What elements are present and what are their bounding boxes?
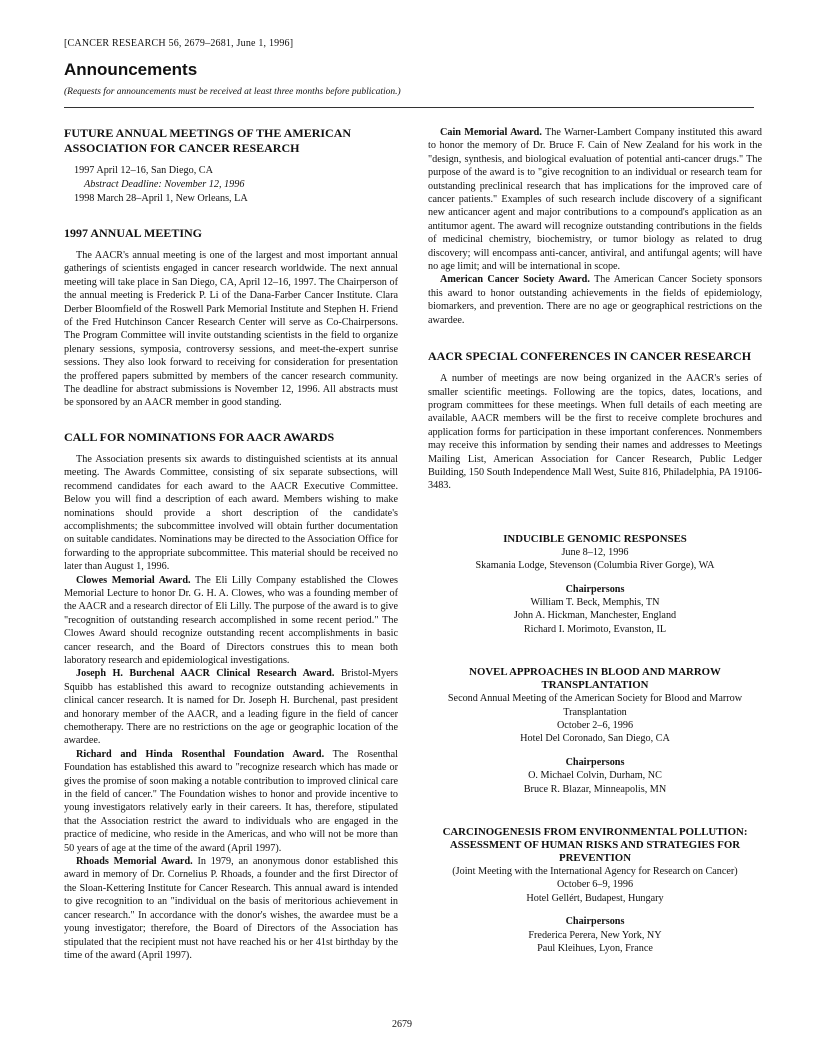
conference-line: June 8–12, 1996: [561, 546, 629, 558]
acs-text: The American Cancer Society sponsors this award to honor outstanding achievements in the fields of epidemiology, biomarkers, and prevention. There are no age or geographical restrictions on the awardee.: [428, 274, 762, 326]
cain-text: The Warner-Lambert Company instituted this award to honor the memory of Dr. Bruce F. Cain of New Zealand for his work in the "design, synthesis, and biological evaluation of potential anti-cancer drugs." The purpose of the award is to "give recognition to an individual or research team for outstanding preclinical research that has implications for the improved care of cancer patients." Examples of such research include discovery of a significant new anticancer agent and major contributions to a compound's application as an antitumor agent. The award will recognize outstanding contributions in the fields of medicinal chemistry, biochemistry, or tumor biology as related to drug discovery; will encompass anti-cancer, antiviral, and antifungal agents; will have no age limit; and will be international in scope.: [428, 127, 763, 273]
conference-line: Second Annual Meeting of the American Society for Blood and Marrow Transplantation: [447, 693, 743, 718]
conference-3: [428, 826, 762, 955]
nominations-text: The Association presents six awards to distinguished scientists at its annual meeting. The Awards Committee, consisting of six separate subsections, will recommend candidates for each award to the AACR Executive Committee. Below you will find a description of each award. Members wishing to make nominations should provide a short description of the candidate's accomplishments; the subcommittee involved will obtain further documentation on suitable candidates. Nominations may be directed to the Association Office for forwarding to the appropriate subcommittee. This material should be received no later than August 1, 1996.: [64, 453, 398, 573]
chairperson: William T. Beck, Memphis, TN: [530, 596, 660, 608]
chairperson: Richard I. Morimoto, Evanston, IL: [523, 623, 667, 635]
chairperson: Frederica Perera, New York, NY: [528, 929, 662, 941]
conference-2: [428, 666, 762, 796]
clowes-text: The Eli Lilly Company established the Clowes Memorial Lecture to honor Dr. G. H. A. Clowes, who was a founding member of the AACR and a research director of Eli Lilly. The purpose of the award is to give "recognition of outstanding research accomplished in some recent period." The Clowes Award should recognize outstanding recent accomplishments in basic cancer research, and the Board of Directors construes this to mean both laboratory research and epidemiological investigations.: [64, 574, 398, 666]
chairpersons-label: Chairpersons: [565, 916, 625, 928]
journal-reference: [CANCER RESEARCH 56, 2679–2681, June 1, 1996]: [64, 38, 294, 49]
conference-line: October 6–9, 1996: [556, 879, 634, 891]
cain-award: [428, 126, 762, 273]
chairperson: Bruce R. Blazar, Minneapolis, MN: [523, 783, 667, 795]
meeting-dates: [64, 164, 398, 206]
left-column: [64, 126, 398, 962]
page-title: Announcements: [64, 60, 198, 79]
abstract-deadline: Abstract Deadline: November 12, 1996: [84, 179, 245, 190]
header-divider: [64, 107, 754, 108]
submission-note: (Requests for announcements must be received at least three months before publication.): [64, 87, 401, 97]
rhoads-award: [64, 855, 398, 962]
nominations-heading: CALL FOR NOMINATIONS FOR AACR AWARDS: [64, 429, 335, 444]
conference-line: (Joint Meeting with the International Agency for Research on Cancer): [452, 866, 738, 878]
conference-1: [428, 533, 762, 636]
burchenal-text: Bristol-Myers Squibb has established this award to recognize outstanding achievements in clinical cancer research. It is named for Dr. Joseph H. Burchenal, past president and honorary member of the AACR, and a leading figure in the field of cancer chemotherapy. There are no restrictions on the age or geographic location of the awardee.: [64, 668, 398, 747]
conference-line: Hotel Gellért, Budapest, Hungary: [526, 892, 664, 904]
annual-meeting-text: The AACR's annual meeting is one of the largest and most important annual gatherings of scientists engaged in cancer research worldwide. The next annual meeting will take place in San Diego, CA, April 12–16, 1997. The Chairperson of the annual meeting is Frederick P. Li of the Dana-Farber Cancer Institute. Clara Derber Bloomfield of the Roswell Park Memorial Institute and Stephen H. Friend of the Fred Hutchinson Cancer Research Center will serve as Co-Chairpersons. The Program Committee will invite outstanding scientists in the field to organize plenary sessions, symposia, controversy sessions, and meet-the-expert sunrise sessions. They also look forward to receiving for consideration for presentation the proffered papers submitted by members of the cancer research community. The deadline for abstract submissions is November 12, 1996. All abstracts must be sponsored by an AACR member in good standing.: [64, 250, 398, 409]
chairpersons-label: Chairpersons: [565, 756, 625, 768]
rosenthal-lead: Richard and Hinda Rosenthal Foundation Award.: [76, 748, 325, 760]
clowes-lead: Clowes Memorial Award.: [76, 574, 191, 586]
conference-title: CARCINOGENESIS FROM ENVIRONMENTAL POLLUTION: ASSESSMENT OF HUMAN RISKS AND STRATEGIES FOR PREVENTION: [442, 826, 748, 865]
page-number: 2679: [392, 1019, 412, 1030]
rhoads-text: In 1979, an anonymous donor established this award in memory of Dr. Cornelius P. Rhoads, a founder and the first Director of the Sloan-Kettering Institute for Cancer Research. This annual award is intended to give recognition to an "individual on the basis of meritorious achievement in cancer research." In accordance with the donor's wishes, the awardee must be a young investigator; therefore, the Board of Directors of the Association has stipulated that the recipient must not have reached his or her 41st birthday by the time of the award (April 1997).: [64, 856, 398, 961]
rhoads-lead: Rhoads Memorial Award.: [76, 856, 193, 868]
burchenal-lead: Joseph H. Burchenal AACR Clinical Research Award.: [76, 668, 335, 680]
special-conferences-text: A number of meetings are now being organized in the AACR's series of smaller scientific meetings. Following are the topics, dates, locations, and program committees for these meetings. When full details of each meeting are available, AACR members will be the first to receive complete brochures and application forms for participation in these important conferences. Nonmembers may receive this information by sending their names and addresses to Meetings Mailing List, American Association for Cancer Research, Public Ledger Building, 150 South Independence Mall West, Suite 816, Philadelphia, PA 19106-3483.: [428, 373, 762, 492]
rosenthal-award: [64, 748, 398, 855]
future-meetings-heading: FUTURE ANNUAL MEETINGS OF THE AMERICAN ASSOCIATION FOR CANCER RESEARCH: [64, 126, 352, 155]
cain-lead: Cain Memorial Award.: [440, 127, 542, 138]
annual-meeting-heading: 1997 ANNUAL MEETING: [64, 226, 203, 240]
conference-title: INDUCIBLE GENOMIC RESPONSES: [503, 532, 687, 545]
burchenal-award: [64, 667, 398, 747]
conference-title: NOVEL APPROACHES IN BLOOD AND MARROW TRANSPLANTATION: [469, 666, 721, 692]
chairperson: O. Michael Colvin, Durham, NC: [528, 770, 662, 782]
special-conferences-heading: AACR SPECIAL CONFERENCES IN CANCER RESEARCH: [428, 349, 752, 364]
acs-lead: American Cancer Society Award.: [440, 274, 590, 286]
chairperson: Paul Kleihues, Lyon, France: [537, 943, 653, 955]
conference-line: October 2–6, 1996: [556, 720, 634, 731]
date-line: 1998 March 28–April 1, New Orleans, LA: [74, 193, 248, 204]
clowes-award: [64, 574, 398, 668]
chairpersons-label: Chairpersons: [565, 583, 625, 595]
conference-line: Hotel Del Coronado, San Diego, CA: [520, 733, 670, 745]
rosenthal-text: The Rosenthal Foundation has established this award to "recognize research which has made or gives the promise of soon making a notable contribution to improved clinical care in the field of cancer." The Foundation wishes to honor and provide incentive to young investigators relatively early in their careers. It has, therefore, stipulated that the Association restrict the award to individuals who are engaged in the practice of medicine, who reside in the Americas, and who will not be more than 50 years of age at the time of the award (April 1997).: [64, 748, 398, 854]
right-column: [428, 126, 762, 955]
conference-line: Skamania Lodge, Stevenson (Columbia River Gorge), WA: [475, 560, 715, 572]
date-line: 1997 April 12–16, San Diego, CA: [74, 165, 213, 176]
chairperson: John A. Hickman, Manchester, England: [513, 610, 677, 622]
acs-award: [428, 273, 762, 327]
